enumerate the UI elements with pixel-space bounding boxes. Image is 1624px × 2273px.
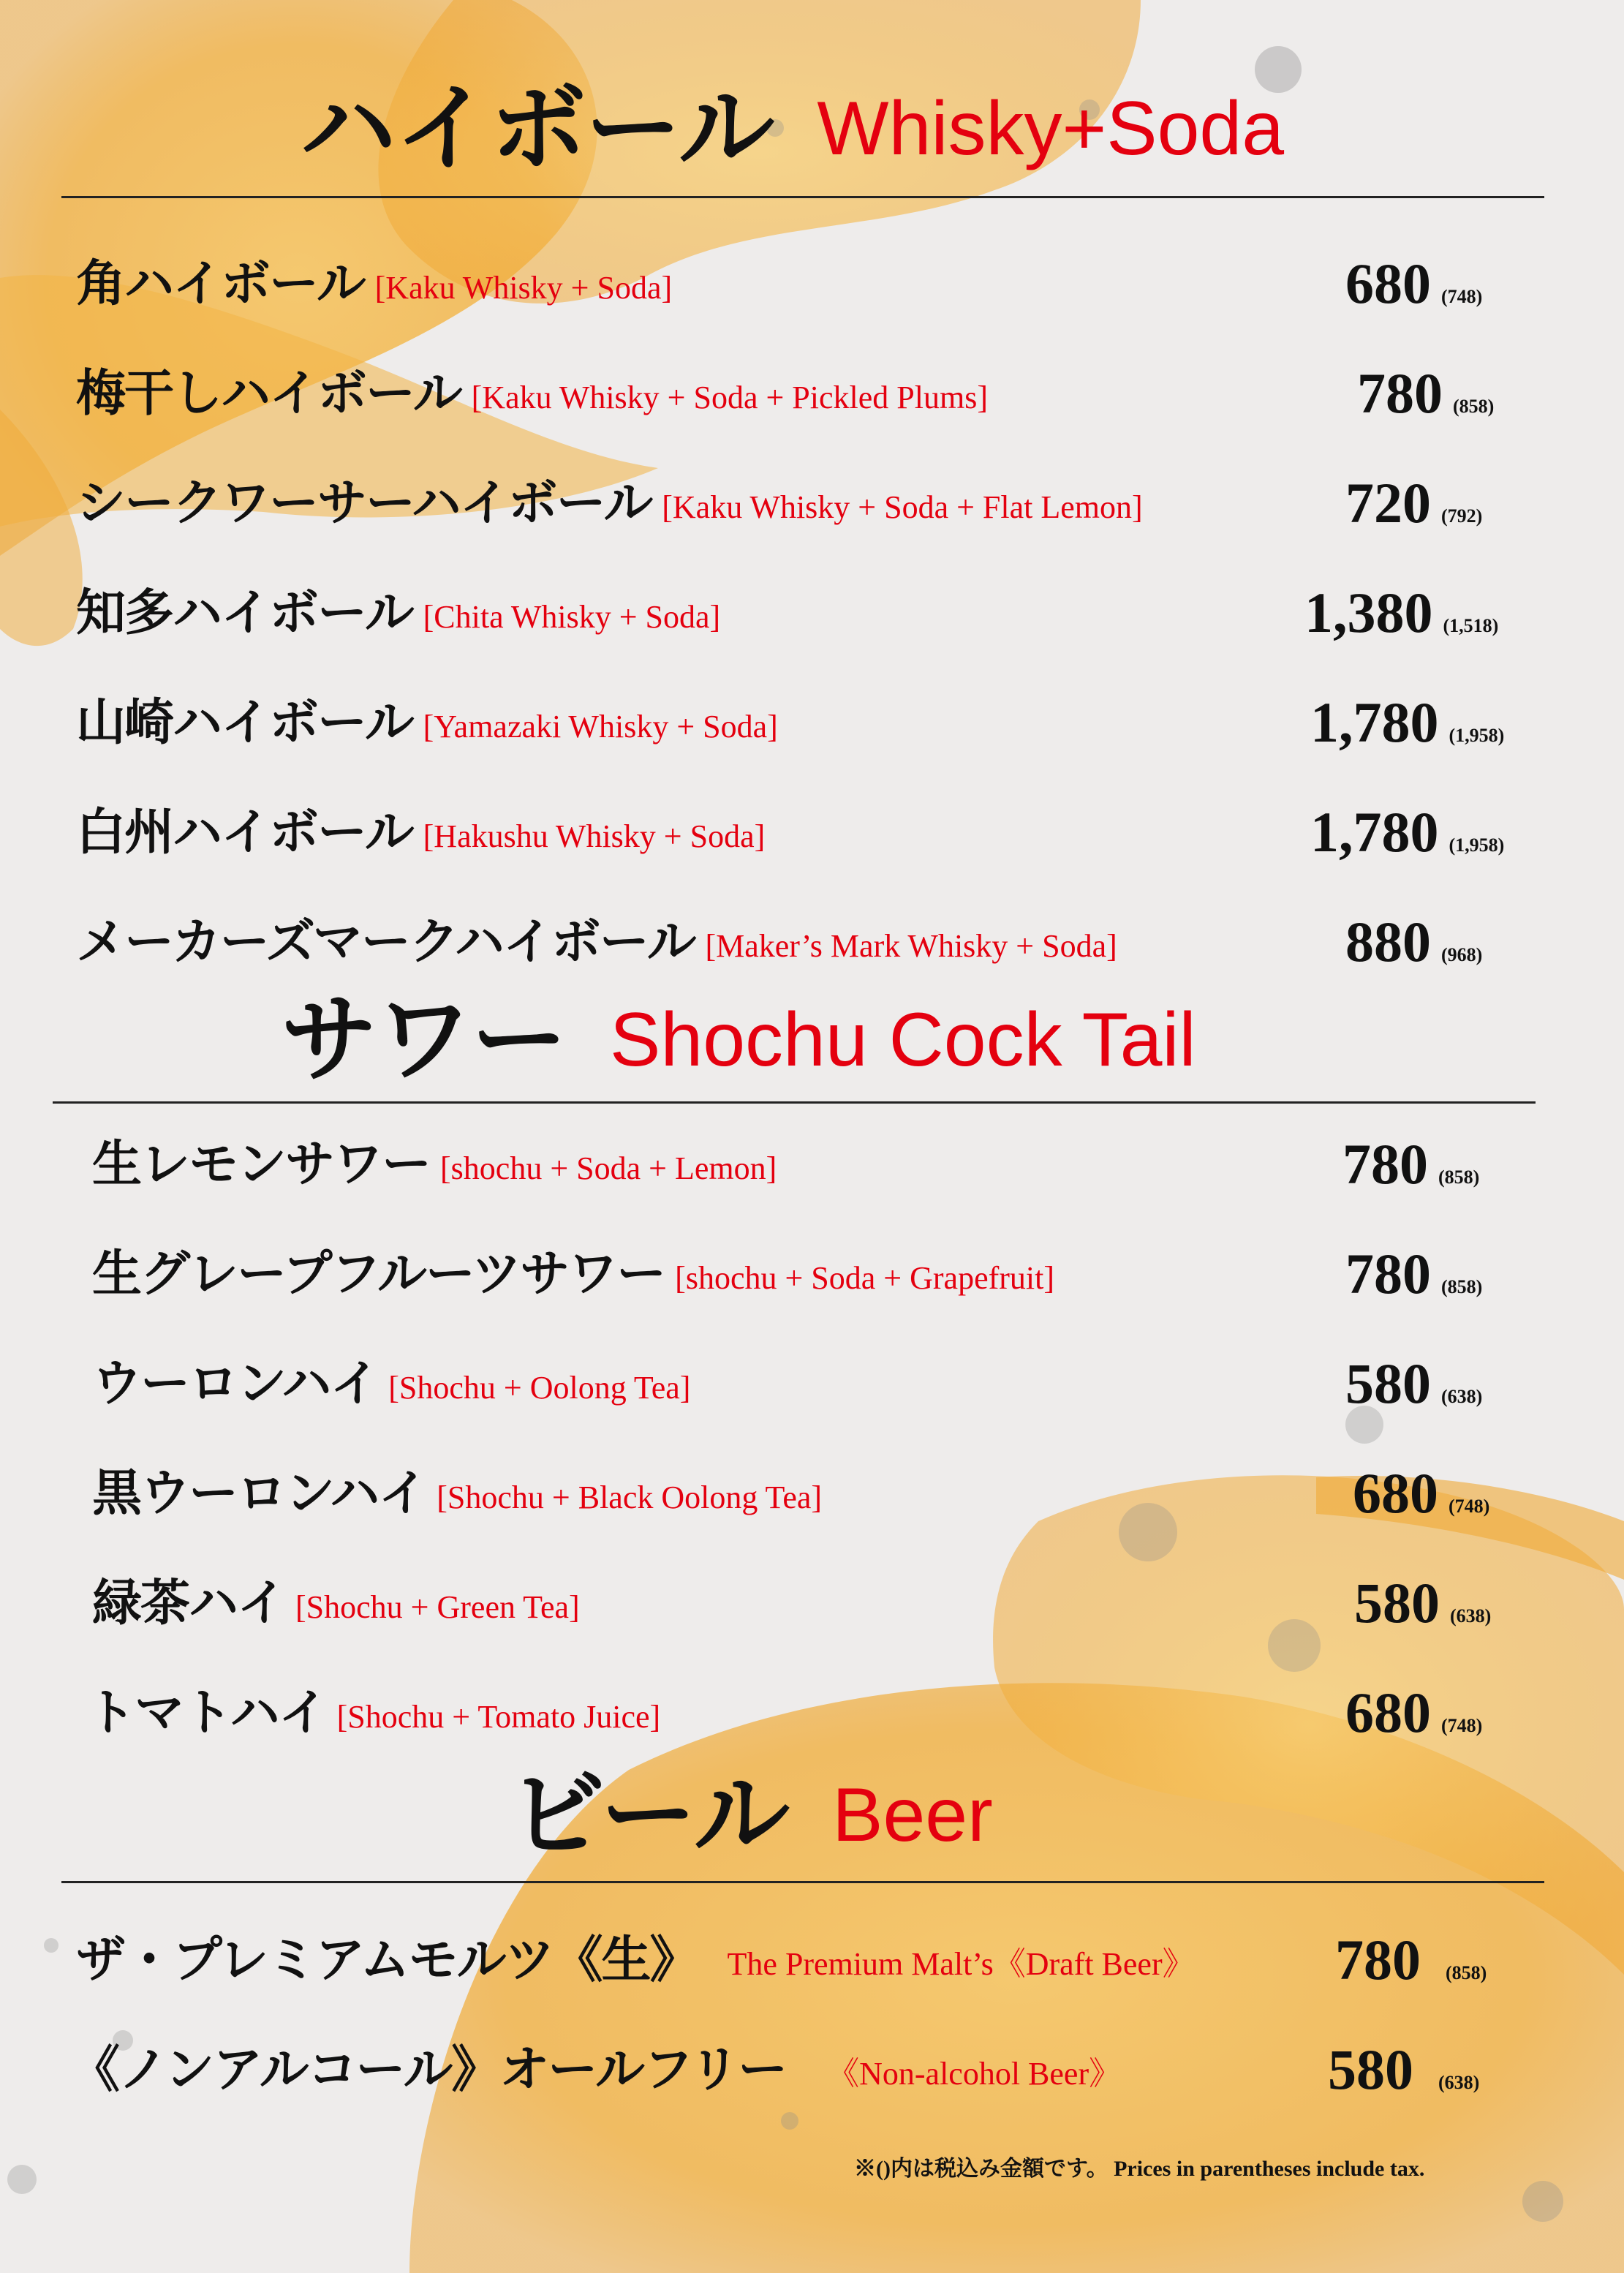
- item-price-with-tax: (1,958): [1449, 725, 1505, 746]
- item-price-with-tax: (968): [1441, 944, 1483, 965]
- item-price-with-tax: (858): [1446, 1962, 1487, 1983]
- menu-item: [0, 357, 1624, 430]
- item-price-with-tax: (748): [1449, 1496, 1490, 1517]
- item-price-with-tax: (748): [1441, 1715, 1483, 1736]
- item-name: 山崎ハイボール: [76, 693, 413, 752]
- item-price: 580: [1328, 2038, 1413, 2101]
- menu-item: [0, 686, 1624, 759]
- item-price: 880: [1345, 910, 1431, 973]
- item-description: [Hakushu Whisky + Soda]: [423, 818, 766, 854]
- item-name: メーカーズマークハイボール: [76, 913, 695, 971]
- highball-divider: [61, 196, 1544, 198]
- item-price-with-tax: (792): [1441, 505, 1483, 527]
- item-price: 580: [1345, 1352, 1431, 1415]
- item-price-with-tax: (1,958): [1449, 834, 1505, 856]
- item-price: 1,780: [1310, 690, 1439, 754]
- item-price: 580: [1354, 1571, 1440, 1635]
- menu-item: [0, 1676, 1624, 1749]
- sour-title-jp: サワー: [281, 983, 566, 1096]
- item-price-with-tax: (858): [1438, 1166, 1480, 1188]
- item-price-with-tax: (638): [1441, 1386, 1483, 1407]
- menu-item: [0, 1128, 1624, 1201]
- item-price: 1,380: [1304, 581, 1433, 644]
- beer-section-title: [509, 1758, 993, 1871]
- item-description: [Chita Whisky + Soda]: [423, 598, 721, 635]
- item-price-with-tax: (858): [1453, 396, 1495, 417]
- beer-title-jp: ビール: [509, 1758, 789, 1871]
- item-description: [Shochu + Green Tea]: [295, 1588, 580, 1625]
- menu-item: [0, 1457, 1624, 1530]
- item-description: [Kaku Whisky + Soda]: [374, 269, 673, 306]
- item-price: 1,780: [1310, 800, 1439, 864]
- highball-title-en: Whisky+Soda: [817, 86, 1285, 171]
- item-description: [shochu + Soda + Lemon]: [440, 1150, 777, 1186]
- beer-divider: [61, 1881, 1544, 1883]
- sour-section-title: [281, 983, 1196, 1096]
- item-name: 角ハイボール: [76, 255, 365, 313]
- item-name: ウーロンハイ: [92, 1354, 379, 1413]
- item-name: 緑茶ハイ: [92, 1574, 286, 1632]
- item-name: 知多ハイボール: [76, 584, 413, 642]
- highball-section-title: [300, 72, 1285, 185]
- tax-footnote: ※()内は税込み金額です。 Prices in parentheses include tax.: [854, 2157, 1425, 2181]
- menu-item: [0, 796, 1624, 869]
- item-description: [Kaku Whisky + Soda + Pickled Plums]: [471, 379, 988, 415]
- menu-item: [0, 905, 1624, 979]
- item-name: 生グレープフルーツサワー: [92, 1245, 665, 1303]
- item-name: シークワーサーハイボール: [76, 474, 652, 532]
- menu-item: [0, 576, 1624, 649]
- item-description: The Premium Malt’s《Draft Beer》: [727, 1945, 1195, 1982]
- item-description: [Kaku Whisky + Soda + Flat Lemon]: [662, 489, 1143, 525]
- item-price-with-tax: (638): [1450, 1605, 1492, 1626]
- item-price-with-tax: (748): [1441, 286, 1483, 307]
- item-price: 780: [1345, 1242, 1431, 1305]
- item-name: 梅干しハイボール: [76, 364, 461, 423]
- item-description: [Yamazaki Whisky + Soda]: [423, 708, 778, 745]
- item-description: [Shochu + Black Oolong Tea]: [437, 1479, 823, 1515]
- menu-item: [0, 247, 1624, 320]
- item-name: トマトハイ: [86, 1684, 327, 1742]
- item-price: 680: [1345, 252, 1431, 315]
- item-name: 《ノンアルコール》オールフリー: [70, 2040, 787, 2099]
- item-price: 780: [1335, 1928, 1421, 1991]
- item-price: 680: [1353, 1461, 1438, 1525]
- menu-item: [0, 2033, 1624, 2106]
- item-price: 720: [1345, 471, 1431, 535]
- sour-title-en: Shochu Cock Tail: [610, 998, 1196, 1082]
- item-price-with-tax: (858): [1441, 1276, 1483, 1297]
- item-name: 黒ウーロンハイ: [92, 1464, 427, 1523]
- item-description: [Shochu + Oolong Tea]: [388, 1369, 691, 1406]
- item-description: [Maker’s Mark Whisky + Soda]: [705, 927, 1117, 964]
- menu-item: [0, 1923, 1624, 1997]
- item-price: 680: [1345, 1681, 1431, 1744]
- beer-title-en: Beer: [832, 1773, 993, 1858]
- item-price: 780: [1342, 1132, 1428, 1196]
- menu-item: [0, 467, 1624, 540]
- item-name: 白州ハイボール: [76, 803, 413, 862]
- highball-title-jp: ハイボール: [300, 72, 774, 185]
- item-description: 《Non-alcohol Beer》: [827, 2055, 1122, 2092]
- menu-item: [0, 1237, 1624, 1311]
- sour-divider: [53, 1101, 1536, 1104]
- menu-item: [0, 1567, 1624, 1640]
- item-description: [shochu + Soda + Grapefruit]: [675, 1259, 1054, 1296]
- menu-item: [0, 1347, 1624, 1420]
- item-name: ザ・プレミアムモルツ《生》: [76, 1931, 698, 1989]
- item-price: 780: [1357, 361, 1443, 425]
- item-price-with-tax: (1,518): [1443, 615, 1499, 636]
- item-price-with-tax: (638): [1438, 2072, 1480, 2093]
- item-description: [Shochu + Tomato Juice]: [336, 1698, 661, 1735]
- item-name: 生レモンサワー: [92, 1135, 431, 1194]
